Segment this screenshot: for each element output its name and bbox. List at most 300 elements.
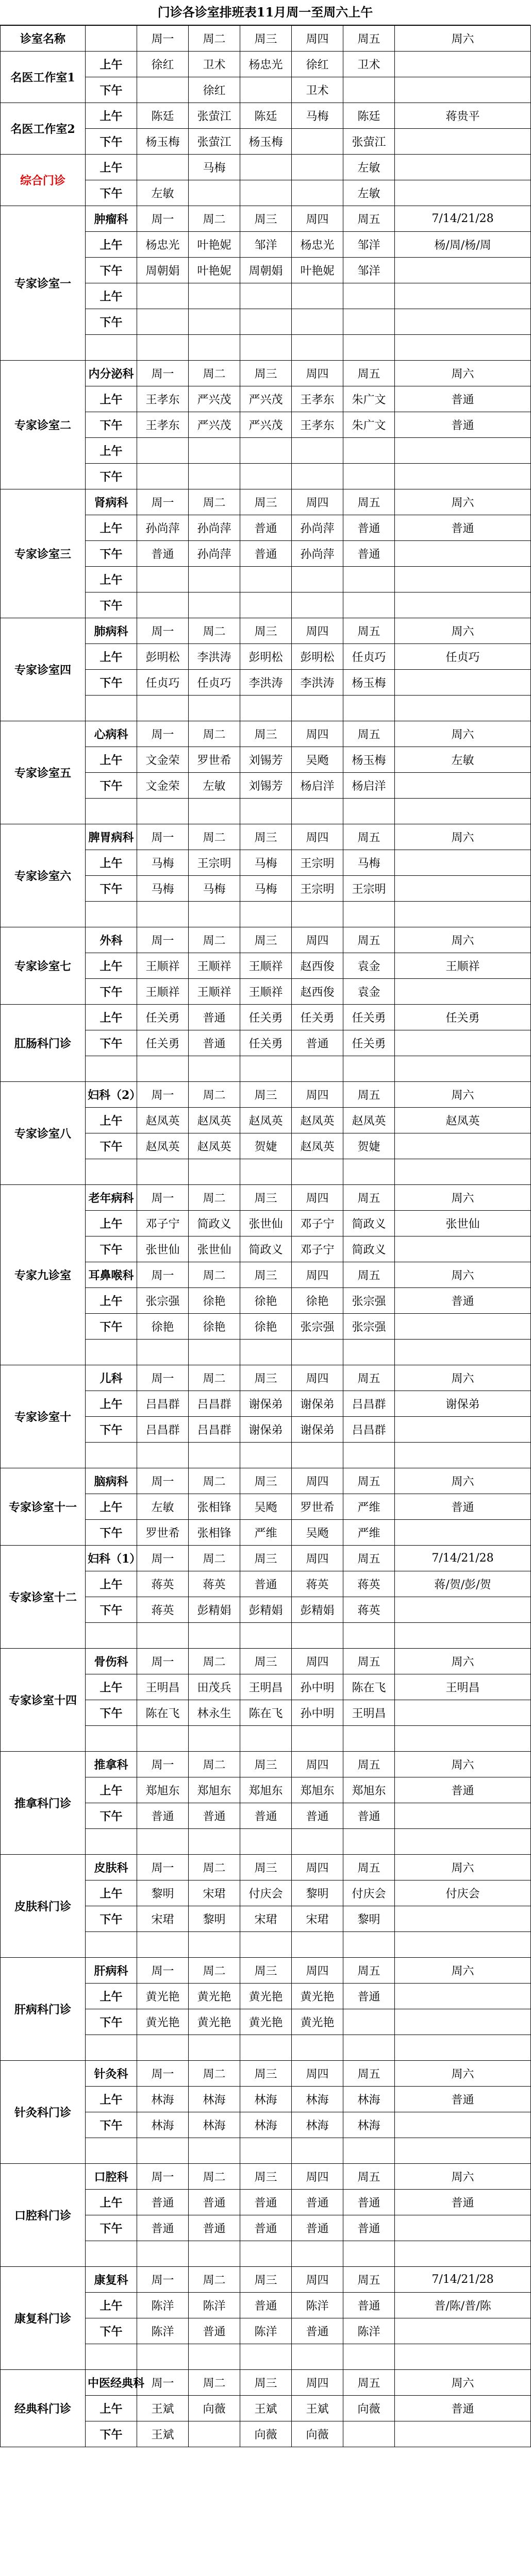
day-header: 周六 [395,1649,531,1674]
doctor-cell: 王孝东 [137,412,189,438]
empty-cell [240,1829,292,1855]
day-header: 周二 [189,2164,240,2190]
day-header: 周五 [343,824,395,850]
doctor-cell: 左敏 [137,180,189,206]
day-header: 周二 [189,2061,240,2087]
empty-cell [343,2138,395,2164]
dept-name: 耳鼻喉科 [86,1262,137,1288]
empty-cell [343,1443,395,1468]
empty-cell [395,2344,531,2370]
dept-header-row [1,1855,531,1880]
doctor-cell: 简政义 [240,1236,292,1262]
schedule-table [0,25,531,2447]
day-header: 周五 [343,2164,395,2190]
doctor-cell: 普通 [189,1005,240,1030]
day-header: 周三 [240,489,292,515]
day-header: 周六 [395,2061,531,2087]
day-header: 周四 [292,1958,343,1984]
room-name: 专家诊室十 [1,1365,86,1468]
empty-cell [189,592,240,618]
day-header: 周一 [137,824,189,850]
doctor-cell: 陈洋 [240,2318,292,2344]
empty-cell [292,309,343,335]
doctor-cell: 任贞巧 [189,670,240,696]
doctor-cell: 普通 [395,515,531,541]
day-header: 周六 [395,824,531,850]
doctor-cell: 卫术 [343,52,395,77]
empty-cell [86,1159,137,1185]
doctor-cell: 普通 [292,1030,343,1056]
doctor-cell: 王明昌 [395,1674,531,1700]
doctor-cell [395,77,531,103]
doctor-cell: 马梅 [292,103,343,129]
dept-name: 肿瘤科 [86,206,137,232]
doctor-cell [240,77,292,103]
doctor-cell: 黄光艳 [292,2009,343,2035]
empty-cell [137,1829,189,1855]
doctor-cell: 邹洋 [240,232,292,258]
empty-cell [292,438,343,464]
day-header: 周四 [292,1752,343,1777]
doctor-cell: 卫术 [292,77,343,103]
doctor-cell: 黄光艳 [137,2009,189,2035]
session-label: 上午 [86,2087,137,2112]
day-header: 周五 [343,1262,395,1288]
session-label: 下午 [86,1520,137,1546]
room-name: 专家诊室三 [1,489,86,618]
empty-cell [292,1726,343,1752]
header-row [1,26,531,52]
day-header: 周六 [395,361,531,386]
empty-cell [189,1443,240,1468]
doctor-cell: 陈在飞 [343,1674,395,1700]
room-name: 皮肤科门诊 [1,1855,86,1958]
doctor-cell [395,2112,531,2138]
doctor-cell: 马梅 [189,155,240,180]
day-header: 周三 [240,206,292,232]
doctor-cell: 蒋贵平 [395,103,531,129]
session-label: 下午 [86,1133,137,1159]
doctor-cell: 张世仙 [395,1211,531,1236]
empty-cell [240,1443,292,1468]
doctor-cell: 赵凤英 [292,1133,343,1159]
doctor-cell: 黄光艳 [137,1984,189,2009]
day-header: 周一 [137,1365,189,1391]
doctor-cell [395,1236,531,1262]
session-label: 上午 [86,2293,137,2318]
doctor-cell: 普通 [189,2215,240,2241]
room-name: 专家诊室八 [1,1082,86,1185]
doctor-cell: 李洪涛 [240,670,292,696]
doctor-cell: 孙尚萍 [292,515,343,541]
doctor-cell: 彭明松 [137,644,189,670]
session-label: 上午 [86,283,137,309]
doctor-cell: 周朝娟 [240,258,292,283]
day-header: 周四 [292,361,343,386]
room-name: 肝病科门诊 [1,1958,86,2061]
empty-cell [292,1829,343,1855]
empty-cell [189,2241,240,2267]
dept-header-row [1,2164,531,2190]
day-header: 周四 [292,927,343,953]
doctor-cell: 普通 [137,2190,189,2215]
session-label: 下午 [86,180,137,206]
empty-cell [292,1056,343,1082]
doctor-cell: 严维 [240,1520,292,1546]
room-name: 名医工作室1 [1,52,86,103]
empty-cell [343,2241,395,2267]
empty-cell [395,592,531,618]
doctor-cell: 朱广文 [343,412,395,438]
day-header: 周四 [292,489,343,515]
doctor-cell: 孙中明 [292,1674,343,1700]
doctor-cell: 郑旭东 [137,1777,189,1803]
doctor-cell: 黎明 [343,1906,395,1932]
dept-name: 口腔科 [86,2164,137,2190]
empty-cell [189,902,240,927]
doctor-cell [395,2009,531,2035]
empty-cell [189,1056,240,1082]
doctor-cell: 吕昌群 [137,1417,189,1443]
day-header: 周四 [292,1649,343,1674]
empty-cell [292,2035,343,2061]
doctor-cell: 普通 [343,1984,395,2009]
empty-cell [240,1340,292,1365]
empty-cell [395,799,531,824]
header-day: 周一 [137,26,189,52]
doctor-cell: 蒋/贺/彭/贺 [395,1571,531,1597]
doctor-cell: 林海 [343,2087,395,2112]
doctor-cell [395,2318,531,2344]
doctor-cell: 陈洋 [292,2293,343,2318]
day-header: 周一 [137,2061,189,2087]
doctor-cell: 普通 [240,541,292,567]
day-header: 7/14/21/28 [395,2267,531,2293]
doctor-cell: 普通 [395,412,531,438]
doctor-cell: 普通 [343,2215,395,2241]
session-label: 上午 [86,2396,137,2421]
session-label: 上午 [86,747,137,773]
session-label: 上午 [86,1391,137,1417]
doctor-cell: 任贞巧 [343,644,395,670]
day-header: 周四 [292,2164,343,2190]
doctor-cell [395,979,531,1005]
doctor-cell: 张世仙 [240,1211,292,1236]
header-day: 周三 [240,26,292,52]
day-header: 周三 [240,824,292,850]
empty-cell [395,2241,531,2267]
doctor-cell: 普通 [189,1030,240,1056]
session-label: 下午 [86,1700,137,1726]
doctor-cell: 杨玉梅 [343,670,395,696]
room-name: 专家诊室七 [1,927,86,1005]
day-header: 周五 [343,1082,395,1108]
doctor-cell: 罗世希 [292,1494,343,1520]
doctor-cell [395,1803,531,1829]
empty-cell [240,799,292,824]
session-label: 下午 [86,979,137,1005]
day-header: 周五 [343,1185,395,1211]
day-header: 周六 [395,1468,531,1494]
dept-name: 心病科 [86,721,137,747]
empty-cell [343,696,395,721]
empty-cell [395,1056,531,1082]
day-header: 周一 [137,927,189,953]
doctor-cell: 普通 [240,2215,292,2241]
day-header: 周四 [292,1185,343,1211]
empty-cell [292,2241,343,2267]
empty-cell [292,2138,343,2164]
session-label: 下午 [86,670,137,696]
empty-cell [86,799,137,824]
doctor-cell: 严维 [343,1520,395,1546]
dept-name: 皮肤科 [86,1855,137,1880]
empty-cell [240,1159,292,1185]
empty-cell [343,335,395,361]
doctor-cell: 普通 [395,2396,531,2421]
empty-cell [292,567,343,592]
doctor-cell: 贺婕 [240,1133,292,1159]
empty-cell [86,1056,137,1082]
doctor-cell [395,129,531,155]
session-label: 上午 [86,850,137,876]
doctor-cell: 普通 [137,1803,189,1829]
doctor-cell: 林海 [240,2087,292,2112]
day-header: 周五 [343,1958,395,1984]
empty-cell [395,1340,531,1365]
day-header: 周二 [189,1958,240,1984]
dept-header-row [1,1365,531,1391]
empty-cell [343,1623,395,1649]
doctor-cell [395,1906,531,1932]
room-name: 专家诊室十四 [1,1649,86,1752]
empty-cell [292,335,343,361]
doctor-cell: 邹洋 [343,258,395,283]
header-room: 诊室名称 [1,26,86,52]
empty-cell [137,283,189,309]
doctor-cell: 林海 [137,2087,189,2112]
empty-cell [395,696,531,721]
empty-cell [189,309,240,335]
doctor-cell: 王宗明 [292,850,343,876]
doctor-cell: 宋珺 [189,1880,240,1906]
session-label: 下午 [86,541,137,567]
doctor-cell: 吴飏 [240,1494,292,1520]
doctor-cell: 马梅 [343,850,395,876]
empty-cell [189,799,240,824]
doctor-cell: 徐艳 [240,1288,292,1314]
session-label: 上午 [86,438,137,464]
doctor-cell: 黎明 [137,1880,189,1906]
dept-name: 老年病科 [86,1185,137,1211]
session-label: 下午 [86,464,137,489]
session-label: 下午 [86,2421,137,2447]
empty-cell [137,2035,189,2061]
session-label: 下午 [86,2112,137,2138]
doctor-cell: 田茂兵 [189,1674,240,1700]
doctor-cell: 任关勇 [343,1005,395,1030]
doctor-cell: 王斌 [292,2396,343,2421]
doctor-cell: 林海 [240,2112,292,2138]
empty-cell [189,1829,240,1855]
doctor-cell: 普通 [343,2190,395,2215]
day-header: 周三 [240,1546,292,1571]
day-header: 周二 [189,1082,240,1108]
day-header: 周六 [395,1365,531,1391]
day-header: 周二 [189,1649,240,1674]
doctor-cell: 刘锡芳 [240,773,292,799]
day-header: 周四 [292,721,343,747]
doctor-cell: 吕昌群 [343,1417,395,1443]
doctor-cell [395,1597,531,1623]
day-header: 周六 [395,2164,531,2190]
day-header: 周三 [240,1958,292,1984]
doctor-cell: 吕昌群 [137,1391,189,1417]
doctor-cell: 林永生 [189,1700,240,1726]
doctor-cell [292,129,343,155]
doctor-cell: 赵西俊 [292,979,343,1005]
doctor-cell: 蒋英 [137,1571,189,1597]
day-header: 周一 [137,721,189,747]
day-header: 周一 [137,1082,189,1108]
empty-cell [86,2035,137,2061]
empty-cell [343,438,395,464]
day-header: 周二 [189,1468,240,1494]
session-label: 下午 [86,77,137,103]
doctor-cell: 孙尚萍 [189,541,240,567]
session-label: 下午 [86,1803,137,1829]
doctor-cell: 徐艳 [240,1314,292,1340]
doctor-cell [343,2421,395,2447]
doctor-cell: 孙尚萍 [189,515,240,541]
empty-cell [137,696,189,721]
empty-cell [86,1726,137,1752]
session-label: 下午 [86,309,137,335]
session-label: 上午 [86,515,137,541]
day-header: 周三 [240,2267,292,2293]
doctor-cell: 王顺祥 [240,953,292,979]
empty-cell [86,902,137,927]
doctor-cell: 向薇 [292,2421,343,2447]
empty-cell [189,567,240,592]
empty-cell [395,902,531,927]
doctor-cell: 王宗明 [292,876,343,902]
dept-header-row [1,361,531,386]
doctor-cell: 向薇 [189,2396,240,2421]
doctor-cell: 王宗明 [189,850,240,876]
empty-cell [137,567,189,592]
empty-cell [240,2035,292,2061]
session-label: 下午 [86,2009,137,2035]
empty-cell [189,335,240,361]
day-header: 周二 [189,1365,240,1391]
day-header: 周一 [137,2370,189,2396]
room-name: 专家诊室二 [1,361,86,489]
doctor-cell: 张相锋 [189,1520,240,1546]
doctor-cell: 严兴茂 [189,412,240,438]
session-label: 上午 [86,1108,137,1133]
doctor-cell: 李洪涛 [189,644,240,670]
doctor-cell [395,1520,531,1546]
day-header: 周六 [395,1958,531,1984]
doctor-cell [240,155,292,180]
empty-cell [343,1829,395,1855]
empty-cell [395,1932,531,1958]
room-name: 专家诊室一 [1,206,86,361]
doctor-cell: 杨忠光 [137,232,189,258]
empty-cell [395,2035,531,2061]
empty-cell [137,464,189,489]
dept-name: 内分泌科 [86,361,137,386]
doctor-cell: 简政义 [343,1211,395,1236]
session-label: 上午 [86,1880,137,1906]
doctor-cell: 吕昌群 [189,1417,240,1443]
doctor-cell: 王明昌 [137,1674,189,1700]
doctor-cell: 普通 [240,1571,292,1597]
empty-cell [292,1623,343,1649]
day-header: 周二 [189,1185,240,1211]
doctor-cell: 黎明 [189,1906,240,1932]
empty-cell [395,464,531,489]
doctor-cell: 王顺祥 [240,979,292,1005]
day-header: 周五 [343,1752,395,1777]
session-label: 上午 [86,2190,137,2215]
doctor-cell: 林海 [292,2112,343,2138]
doctor-cell: 普通 [292,2190,343,2215]
empty-cell [343,1726,395,1752]
doctor-cell: 赵凤英 [137,1133,189,1159]
doctor-cell: 王顺祥 [189,979,240,1005]
day-header: 周六 [395,2370,531,2396]
session-label: 下午 [86,592,137,618]
session-label: 上午 [86,1494,137,1520]
dept-name: 康复科 [86,2267,137,2293]
doctor-cell: 普通 [189,1803,240,1829]
dept-name: 外科 [86,927,137,953]
doctor-cell: 普通 [189,2318,240,2344]
empty-cell [343,2344,395,2370]
day-header: 周二 [189,824,240,850]
doctor-cell: 张世仙 [189,1236,240,1262]
doctor-cell: 谢保弟 [240,1391,292,1417]
day-header: 周二 [189,2267,240,2293]
empty-cell [86,1829,137,1855]
empty-cell [137,902,189,927]
dept-header-row [1,1649,531,1674]
doctor-cell: 袁金 [343,979,395,1005]
doctor-cell: 邓子宁 [137,1211,189,1236]
doctor-cell: 彭明松 [292,644,343,670]
session-label: 下午 [86,1236,137,1262]
doctor-cell: 杨/周/杨/周 [395,232,531,258]
doctor-cell: 孙尚萍 [292,541,343,567]
day-header: 周一 [137,1649,189,1674]
doctor-cell: 吴飏 [292,747,343,773]
room-name: 肛肠科门诊 [1,1005,86,1082]
doctor-cell: 邓子宁 [292,1211,343,1236]
session-label: 上午 [86,232,137,258]
empty-cell [395,283,531,309]
session-label: 下午 [86,1314,137,1340]
day-header: 周二 [189,1546,240,1571]
doctor-cell: 郑旭东 [292,1777,343,1803]
day-header: 周三 [240,721,292,747]
day-header: 周六 [395,489,531,515]
doctor-cell: 任关勇 [137,1005,189,1030]
session-label: 下午 [86,258,137,283]
doctor-cell: 蒋英 [343,1571,395,1597]
doctor-cell: 普通 [343,515,395,541]
